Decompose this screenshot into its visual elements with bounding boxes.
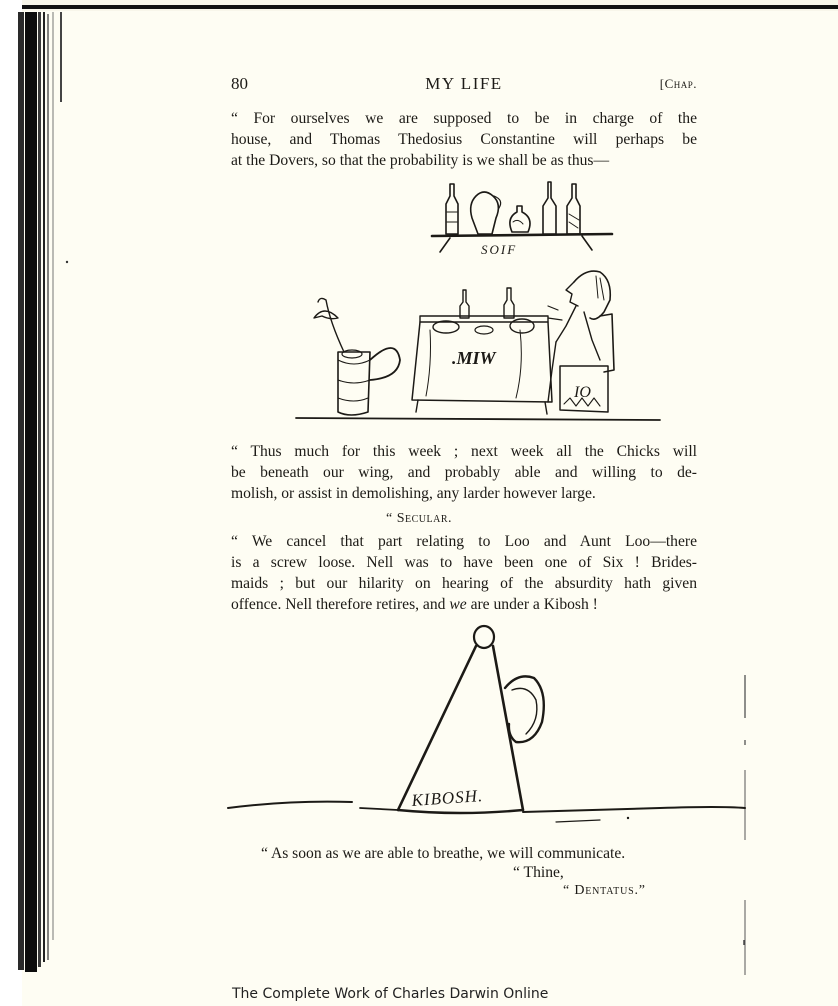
shelf-label: SOIF <box>481 242 518 257</box>
text-line: be beneath our wing, and probably able and willing to de- <box>231 464 697 481</box>
text-line: is a screw loose. Nell was to have been one of Six ! Brides- <box>231 554 697 571</box>
kibosh-label: KIBOSH. <box>410 786 484 810</box>
signature-dentatus: “ Dentatus.” <box>563 883 646 898</box>
chapter-marker: [Chap. <box>659 76 697 91</box>
text-line: maids ; but our hilarity on hearing of the absurdity hath given <box>231 575 697 592</box>
text-line: “ We cancel that part relating to Loo and Aunt Loo—there <box>231 533 697 550</box>
emphasis-we: we <box>449 596 467 613</box>
text-line: “ As soon as we are able to breathe, we will communicate. <box>261 845 626 862</box>
running-title: MY LIFE <box>425 74 503 93</box>
chair-label: IO <box>574 384 591 401</box>
text-line: “ Thus much for this week ; next week all the Chicks will <box>231 443 697 460</box>
text-line: molish, or assist in demolishing, any larder however large. <box>231 485 596 502</box>
text-line: offence. Nell therefore retires, and we are under a Kibosh ! <box>231 596 598 613</box>
text-line: at the Dovers, so that the probability is we shall be as thus— <box>231 152 610 169</box>
tablecloth-label: .MIW <box>452 348 496 368</box>
text-line: house, and Thomas Thedosius Constantine will perhaps be <box>231 131 697 148</box>
footer-credit: The Complete Work of Charles Darwin Online <box>232 986 549 1002</box>
section-heading-secular: “ Secular. <box>386 511 452 526</box>
page-number: 80 <box>231 74 248 93</box>
text-line: “ For ourselves we are supposed to be in charge of the <box>231 110 697 127</box>
closing-thine: “ Thine, <box>513 864 564 881</box>
paragraph-closing <box>231 843 697 864</box>
